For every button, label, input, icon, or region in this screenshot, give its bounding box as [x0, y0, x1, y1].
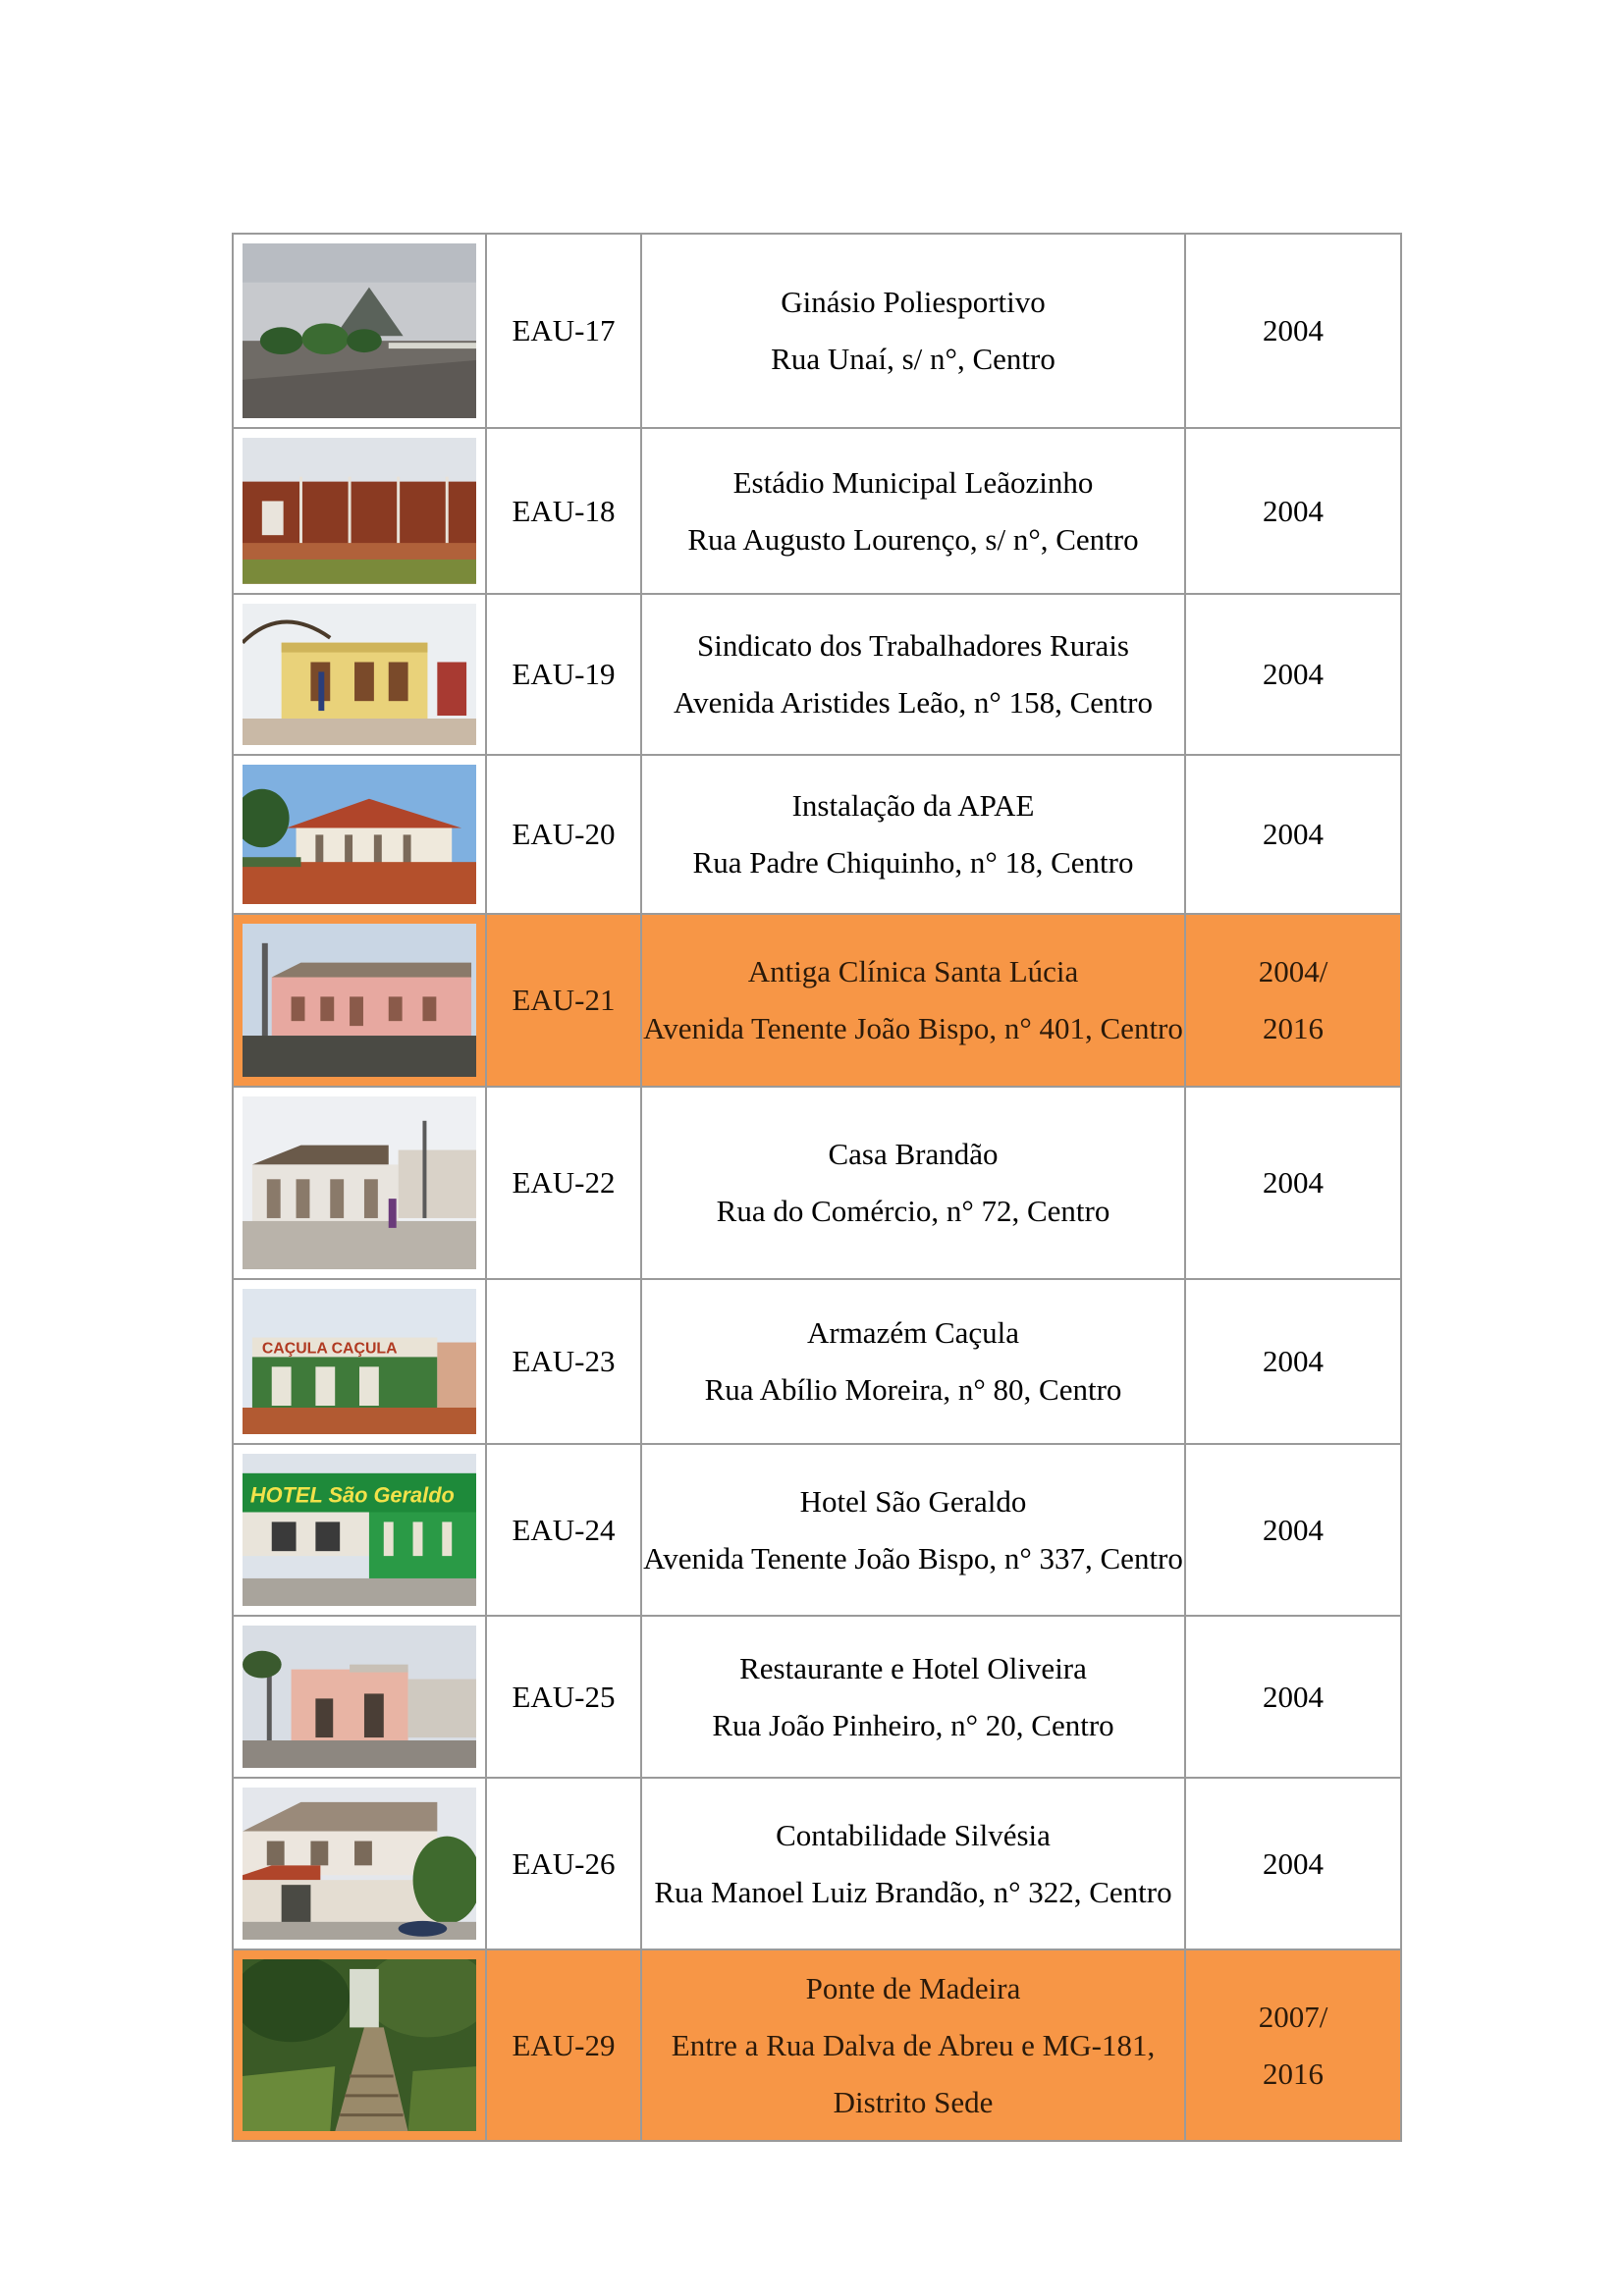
code-cell — [486, 594, 641, 755]
description-cell — [641, 1444, 1185, 1616]
photo-cell — [233, 1444, 486, 1616]
site-name: Restaurante e Hotel Oliveira — [739, 1650, 1087, 1685]
inventory-year: 2004 — [1263, 1679, 1324, 1714]
apae-building-photo-icon — [243, 765, 476, 905]
inventory-year: 2004 — [1263, 817, 1324, 851]
year-cell — [1185, 914, 1401, 1087]
inventory-year: 2004 — [1263, 1845, 1324, 1881]
site-name: Contabilidade Silvésia — [776, 1817, 1051, 1852]
photo-cell — [233, 755, 486, 914]
inventory-year: 2004 — [1263, 313, 1324, 347]
site-address: Entre a Rua Dalva de Abreu e MG-181, Distrito Sede — [671, 2027, 1156, 2119]
photo-cell — [233, 1949, 486, 2141]
year-cell — [1185, 234, 1401, 428]
code-cell — [486, 755, 641, 914]
record-code: EAU-20 — [512, 817, 616, 851]
year-cell — [1185, 1949, 1401, 2141]
code-cell — [486, 1778, 641, 1949]
code-cell — [486, 1616, 641, 1778]
site-address: Rua Augusto Lourenço, s/ n°, Centro — [687, 521, 1139, 557]
record-code: EAU-21 — [512, 983, 616, 1017]
photo-cell — [233, 1087, 486, 1279]
site-address: Rua João Pinheiro, n° 20, Centro — [712, 1707, 1114, 1742]
year-cell — [1185, 1087, 1401, 1279]
record-code: EAU-29 — [512, 2027, 616, 2062]
year-cell — [1185, 1279, 1401, 1444]
description-cell — [641, 428, 1185, 594]
table-row — [233, 1279, 1401, 1444]
inventory-year: 2004 — [1263, 493, 1324, 528]
description-cell — [641, 1949, 1185, 2141]
inventory-year: 2004 — [1263, 657, 1324, 691]
year-cell — [1185, 755, 1401, 914]
site-address: Avenida Aristides Leão, n° 158, Centro — [674, 685, 1153, 720]
site-name: Armazém Caçula — [806, 1315, 1020, 1350]
corner-house-photo-icon — [243, 1096, 476, 1270]
record-code: EAU-24 — [512, 1512, 616, 1547]
year-cell — [1185, 428, 1401, 594]
record-code: EAU-17 — [512, 313, 616, 347]
code-cell — [486, 1444, 641, 1616]
site-name: Ginásio Poliesportivo — [781, 285, 1046, 319]
site-name: Sindicato dos Trabalhadores Rurais — [697, 628, 1129, 663]
hotel-sign-text: HOTEL São Geraldo — [249, 1482, 455, 1508]
table-row — [233, 1087, 1401, 1279]
record-code: EAU-26 — [512, 1845, 616, 1881]
site-address: Rua Abílio Moreira, n° 80, Centro — [704, 1372, 1122, 1407]
description-cell — [641, 914, 1185, 1087]
two-storey-building-photo-icon — [243, 1788, 476, 1941]
site-address: Avenida Tenente João Bispo, n° 337, Centro — [643, 1540, 1183, 1575]
heritage-inventory-table — [232, 233, 1402, 2142]
year-cell — [1185, 1616, 1401, 1778]
table-row — [233, 914, 1401, 1087]
record-code: EAU-22 — [512, 1165, 616, 1200]
wooden-bridge-path-photo-icon — [243, 1959, 476, 2132]
union-building-photo-icon — [243, 604, 476, 746]
photo-cell — [233, 1616, 486, 1778]
description-cell — [641, 755, 1185, 914]
photo-cell — [233, 1279, 486, 1444]
description-cell — [641, 1279, 1185, 1444]
description-cell — [641, 1616, 1185, 1778]
description-cell — [641, 594, 1185, 755]
table-row — [233, 234, 1401, 428]
table-row — [233, 1949, 1401, 2141]
table-row — [233, 755, 1401, 914]
site-name: Antiga Clínica Santa Lúcia — [747, 954, 1079, 988]
year-cell — [1185, 594, 1401, 755]
inventory-year: 2007/ 2016 — [1258, 1999, 1328, 2091]
table-row — [233, 1616, 1401, 1778]
sports-gym-photo-icon — [243, 243, 476, 419]
code-cell — [486, 428, 641, 594]
inventory-year: 2004 — [1263, 1165, 1324, 1200]
photo-cell — [233, 428, 486, 594]
table-row — [233, 594, 1401, 755]
store-sign-text: CAÇULA CAÇULA — [261, 1340, 398, 1358]
record-code: EAU-23 — [512, 1344, 616, 1378]
inventory-year: 2004/ 2016 — [1258, 954, 1328, 1045]
table-row — [233, 428, 1401, 594]
code-cell — [486, 1279, 641, 1444]
clinic-building-photo-icon — [243, 924, 476, 1078]
site-address: Rua Manoel Luiz Brandão, n° 322, Centro — [654, 1874, 1172, 1909]
code-cell — [486, 1087, 641, 1279]
site-address: Rua do Comércio, n° 72, Centro — [716, 1194, 1110, 1228]
stadium-wall-photo-icon — [243, 438, 476, 584]
photo-cell — [233, 914, 486, 1087]
site-name: Estádio Municipal Leãozinho — [732, 464, 1094, 500]
description-cell — [641, 234, 1185, 428]
site-address: Avenida Tenente João Bispo, n° 401, Centro — [643, 1011, 1183, 1045]
inventory-year: 2004 — [1263, 1344, 1324, 1378]
record-code: EAU-25 — [512, 1679, 616, 1714]
restaurant-building-photo-icon — [243, 1626, 476, 1769]
store-building-photo-icon — [243, 1289, 476, 1435]
description-cell — [641, 1087, 1185, 1279]
code-cell — [486, 914, 641, 1087]
record-code: EAU-18 — [512, 493, 616, 528]
site-name: Hotel São Geraldo — [799, 1483, 1027, 1519]
code-cell — [486, 1949, 641, 2141]
site-name: Casa Brandão — [828, 1137, 999, 1171]
site-name: Instalação da APAE — [791, 788, 1035, 823]
site-address: Rua Padre Chiquinho, n° 18, Centro — [692, 845, 1134, 880]
table-row — [233, 1778, 1401, 1949]
code-cell — [486, 234, 641, 428]
photo-cell — [233, 1778, 486, 1949]
photo-cell — [233, 594, 486, 755]
inventory-year: 2004 — [1263, 1512, 1324, 1547]
site-name: Ponte de Madeira — [805, 1970, 1021, 2005]
table-row — [233, 1444, 1401, 1616]
record-code: EAU-19 — [512, 657, 616, 691]
year-cell — [1185, 1778, 1401, 1949]
hotel-facade-photo-icon — [243, 1454, 476, 1607]
year-cell — [1185, 1444, 1401, 1616]
site-address: Rua Unaí, s/ n°, Centro — [771, 342, 1055, 376]
photo-cell — [233, 234, 486, 428]
description-cell — [641, 1778, 1185, 1949]
